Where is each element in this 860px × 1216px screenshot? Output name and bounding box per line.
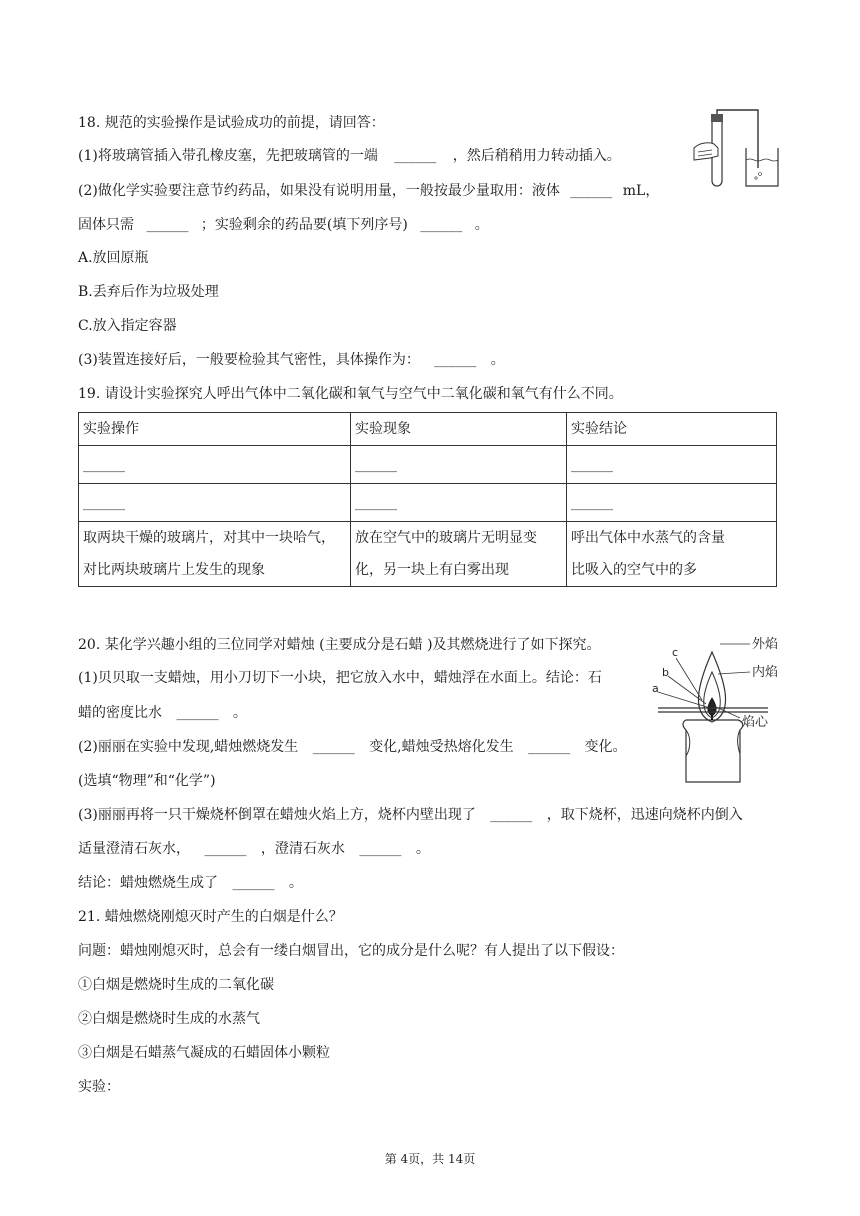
table-header-row [79, 413, 777, 446]
q18-blank-2[interactable]: ______ [570, 183, 613, 199]
blank-cell[interactable]: ______ [351, 484, 567, 522]
q18-part2-text: (2)做化学实验要注意节约药品，如果没有说明用量，一般按最少量取用：液体 [78, 183, 560, 199]
q18-blank-5[interactable]: ______ [434, 352, 477, 368]
q18-part2-unit: mL， [622, 183, 660, 199]
label-outer-flame: 外焰 [752, 637, 779, 652]
q20-part3a-text: (3)丽丽再将一只干燥烧杯倒罩在蜡烛火焰上方，烧杯内壁出现了 [78, 807, 476, 823]
header-operation: 实验操作 [79, 413, 351, 446]
q20-blank-2[interactable]: ______ [312, 739, 355, 755]
q20-conclusion-post: 。 [288, 875, 303, 891]
q18-part2b-text: 固体只需 [78, 217, 134, 233]
q18-part1-text: (1)将玻璃管插入带孔橡皮塞，先把玻璃管的一端 [78, 148, 378, 164]
conclusion-line-1: 呼出气体中水蒸气的含量 [571, 530, 725, 546]
q20-part2 [78, 737, 627, 757]
q21-hypothesis-1: ①白烟是燃烧时生成的二氧化碳 [78, 977, 274, 993]
q20-part3b-mid: ，澄清石灰水 [260, 841, 345, 857]
q20-blank-1[interactable]: ______ [176, 705, 219, 721]
q18-part3 [78, 350, 505, 370]
q20-part3a-post: ，取下烧杯，迅速向烧杯内倒入 [546, 807, 743, 823]
phenomenon-line-1: 放在空气中的玻璃片无明显变 [355, 530, 537, 546]
q20-part1a: (1)贝贝取一支蜡烛，用小刀切下一小块，把它放入水中，蜡烛浮在水面上。结论：石 [78, 670, 602, 686]
label-inner-flame: 内焰 [752, 665, 779, 680]
q18-part1-post: ，然后稍稍用力转动插入。 [452, 148, 621, 164]
operation-line-2: 对比两块玻璃片上发生的现象 [83, 562, 265, 578]
header-conclusion: 实验结论 [567, 413, 777, 446]
blank-cell[interactable]: ______ [567, 446, 777, 484]
q20-blank-7[interactable]: ______ [232, 875, 275, 891]
blank-cell[interactable]: ______ [351, 446, 567, 484]
q20-part1b-text: 蜡的密度比水 [78, 705, 162, 721]
q21-question: 问题：蜡烛刚熄灭时，总会有一缕白烟冒出，它的成分是什么呢？有人提出了以下假设： [78, 943, 624, 959]
conclusion-line-2: 比吸入的空气中的多 [571, 562, 697, 578]
q18-blank-4[interactable]: ______ [420, 217, 463, 233]
q20-blank-5[interactable]: ______ [204, 841, 247, 857]
q18-option-a: A.放回原瓶 [78, 250, 149, 266]
conclusion-cell [567, 522, 777, 587]
q20-blank-4[interactable]: ______ [490, 807, 533, 823]
table-row [79, 446, 777, 484]
airtightness-apparatus-figure [688, 108, 788, 188]
q18-title: 18. 规范的实验操作是试验成功的前提，请回答： [78, 115, 385, 131]
q20-part3b-post: 。 [415, 841, 430, 857]
label-b: b [662, 666, 669, 679]
q18-part2b-mid: ；实验剩余的药品要(填下列序号) [200, 217, 408, 233]
q20-title: 20. 某化学兴趣小组的三位同学对蜡烛 (主要成分是石蜡 )及其燃烧进行了如下探究。 [78, 637, 601, 653]
experiment-table [78, 412, 777, 587]
q20-part3b-text: 适量澄清石灰水， [78, 841, 190, 857]
q21-hypothesis-2: ②白烟是燃烧时生成的水蒸气 [78, 1011, 260, 1027]
label-c: c [672, 646, 679, 659]
page-footer: 第 4页，共 14页 [384, 1152, 476, 1166]
blank-cell[interactable]: ______ [79, 446, 351, 484]
q18-option-b: B.丢弃后作为垃圾处理 [78, 284, 219, 300]
blank-cell[interactable]: ______ [79, 484, 351, 522]
q18-part2b-post: 。 [474, 217, 489, 233]
q20-part2-post: 变化。 [584, 739, 627, 755]
blank-cell[interactable]: ______ [567, 484, 777, 522]
q20-part1b-post: 。 [232, 705, 247, 721]
phenomenon-cell [351, 522, 567, 587]
q21-experiment-label: 实验： [78, 1079, 120, 1095]
table-row [79, 522, 777, 587]
phenomenon-line-2: 化，另一块上有白雾出现 [355, 562, 509, 578]
q20-part2-mid: 变化,蜡烛受热熔化发生 [369, 739, 514, 755]
q20-part2-text: (2)丽丽在实验中发现,蜡烛燃烧发生 [78, 739, 299, 755]
q18-part2b [78, 215, 489, 235]
q20-conclusion [78, 873, 303, 893]
q18-option-c: C.放入指定容器 [78, 318, 177, 334]
operation-line-1: 取两块干燥的玻璃片，对其中一块哈气， [83, 530, 335, 546]
q21-hypothesis-3: ③白烟是石蜡蒸气凝成的石蜡固体小颗粒 [78, 1045, 330, 1061]
q20-blank-6[interactable]: ______ [359, 841, 402, 857]
q18-part2 [78, 181, 659, 201]
table-row [79, 484, 777, 522]
q20-part3a [78, 805, 743, 825]
q20-part2-note: (选填“物理”和“化学”) [78, 773, 216, 789]
q20-part1b [78, 703, 247, 723]
q18-part3-post: 。 [490, 352, 505, 368]
q18-blank-1[interactable]: ______ [394, 148, 437, 164]
q18-part1 [78, 146, 621, 166]
q20-part3b [78, 839, 430, 859]
q20-blank-3[interactable]: ______ [528, 739, 571, 755]
q20-conclusion-text: 结论：蜡烛燃烧生成了 [78, 875, 218, 891]
q19-title: 19. 请设计实验探究人呼出气体中二氧化碳和氧气与空气中二氧化碳和氧气有什么不同。 [78, 386, 623, 402]
candle-flame-figure [652, 630, 788, 790]
q18-part3-text: (3)装置连接好后，一般要检验其气密性，具体操作为： [78, 352, 420, 368]
q18-blank-3[interactable]: ______ [146, 217, 189, 233]
label-a: a [652, 682, 659, 695]
operation-cell [79, 522, 351, 587]
header-phenomenon: 实验现象 [351, 413, 567, 446]
q21-title: 21. 蜡烛燃烧刚熄灭时产生的白烟是什么？ [78, 909, 343, 925]
label-flame-core: 焰心 [742, 715, 769, 730]
